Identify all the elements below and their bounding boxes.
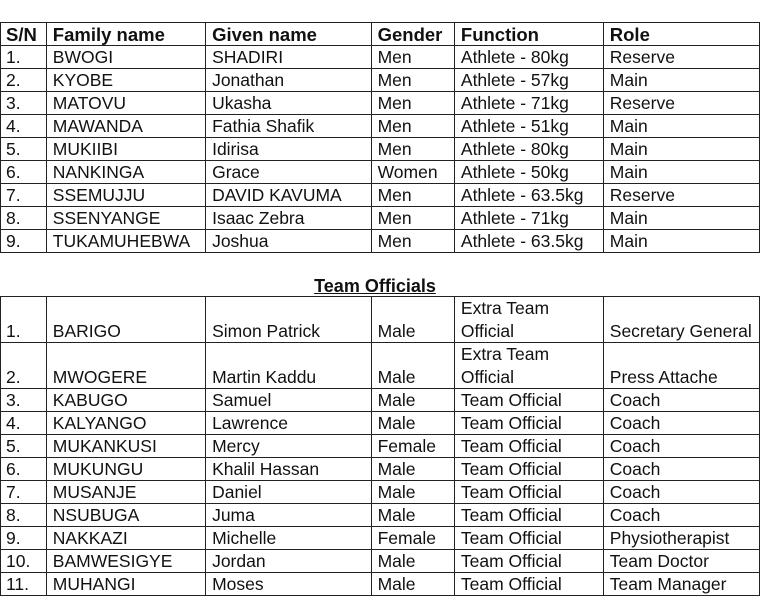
header-gender: Gender bbox=[371, 23, 454, 46]
cell-gender: Men bbox=[371, 207, 454, 230]
cell-gender: Women bbox=[371, 161, 454, 184]
cell-function: Extra Team Official bbox=[454, 297, 603, 343]
table-row bbox=[1, 389, 760, 412]
cell-gender: Female bbox=[371, 527, 454, 550]
cell-function: Team Official bbox=[454, 573, 603, 596]
cell-family-name: KYOBE bbox=[46, 69, 205, 92]
cell-family-name: KALYANGO bbox=[46, 412, 205, 435]
cell-role: Reserve bbox=[603, 46, 759, 69]
table-row bbox=[1, 115, 760, 138]
table-row bbox=[1, 184, 760, 207]
cell-role: Physiotherapist bbox=[603, 527, 759, 550]
cell-role: Coach bbox=[603, 412, 759, 435]
cell-sn: 6. bbox=[1, 458, 47, 481]
cell-family-name: SSEMUJJU bbox=[46, 184, 205, 207]
cell-gender: Men bbox=[371, 184, 454, 207]
cell-gender: Men bbox=[371, 230, 454, 253]
cell-given-name: Michelle bbox=[206, 527, 372, 550]
cell-gender: Male bbox=[371, 343, 454, 389]
cell-given-name: Grace bbox=[206, 161, 372, 184]
cell-family-name: MUSANJE bbox=[46, 481, 205, 504]
cell-role: Main bbox=[603, 69, 759, 92]
cell-function: Athlete - 71kg bbox=[454, 92, 603, 115]
cell-sn: 7. bbox=[1, 481, 47, 504]
cell-gender: Male bbox=[371, 458, 454, 481]
cell-function: Team Official bbox=[454, 504, 603, 527]
cell-given-name: Isaac Zebra bbox=[206, 207, 372, 230]
cell-role: Main bbox=[603, 138, 759, 161]
cell-role: Coach bbox=[603, 481, 759, 504]
cell-family-name: MUKIIBI bbox=[46, 138, 205, 161]
cell-gender: Male bbox=[371, 550, 454, 573]
cell-role: Main bbox=[603, 207, 759, 230]
table-row bbox=[1, 207, 760, 230]
table-row bbox=[1, 550, 760, 573]
cell-function: Team Official bbox=[454, 389, 603, 412]
cell-given-name: Mercy bbox=[206, 435, 372, 458]
cell-given-name: Juma bbox=[206, 504, 372, 527]
cell-family-name: MATOVU bbox=[46, 92, 205, 115]
cell-role: Coach bbox=[603, 389, 759, 412]
cell-family-name: MUKANKUSI bbox=[46, 435, 205, 458]
cell-sn: 3. bbox=[1, 389, 47, 412]
cell-family-name: BAMWESIGYE bbox=[46, 550, 205, 573]
table-row bbox=[1, 69, 760, 92]
cell-family-name: MAWANDA bbox=[46, 115, 205, 138]
cell-family-name: NANKINGA bbox=[46, 161, 205, 184]
cell-role: Main bbox=[603, 115, 759, 138]
cell-role: Coach bbox=[603, 435, 759, 458]
table-row bbox=[1, 435, 760, 458]
cell-role: Secretary General bbox=[603, 297, 759, 343]
cell-sn: 8. bbox=[1, 504, 47, 527]
table-row bbox=[1, 46, 760, 69]
cell-gender: Men bbox=[371, 115, 454, 138]
cell-sn: 3. bbox=[1, 92, 47, 115]
cell-role: Team Manager bbox=[603, 573, 759, 596]
cell-function: Athlete - 80kg bbox=[454, 138, 603, 161]
cell-sn: 2. bbox=[1, 343, 47, 389]
cell-sn: 9. bbox=[1, 230, 47, 253]
table-row bbox=[1, 230, 760, 253]
cell-sn: 1. bbox=[1, 46, 47, 69]
table-row bbox=[1, 573, 760, 596]
cell-role: Press Attache bbox=[603, 343, 759, 389]
header-given-name: Given name bbox=[206, 23, 372, 46]
cell-given-name: Moses bbox=[206, 573, 372, 596]
cell-function: Athlete - 57kg bbox=[454, 69, 603, 92]
cell-family-name: MUKUNGU bbox=[46, 458, 205, 481]
cell-role: Coach bbox=[603, 458, 759, 481]
header-sn: S/N bbox=[1, 23, 47, 46]
cell-function: Athlete - 50kg bbox=[454, 161, 603, 184]
cell-sn: 10. bbox=[1, 550, 47, 573]
cell-sn: 4. bbox=[1, 115, 47, 138]
cell-given-name: Jonathan bbox=[206, 69, 372, 92]
cell-sn: 1. bbox=[1, 297, 47, 343]
table-row bbox=[1, 297, 760, 343]
cell-sn: 7. bbox=[1, 184, 47, 207]
cell-function: Team Official bbox=[454, 550, 603, 573]
cell-given-name: Fathia Shafik bbox=[206, 115, 372, 138]
table-row bbox=[1, 458, 760, 481]
header-row bbox=[1, 23, 760, 46]
cell-given-name: Simon Patrick bbox=[206, 297, 372, 343]
cell-function: Team Official bbox=[454, 527, 603, 550]
cell-given-name: SHADIRI bbox=[206, 46, 372, 69]
header-role: Role bbox=[603, 23, 759, 46]
table-row bbox=[1, 527, 760, 550]
cell-family-name: NAKKAZI bbox=[46, 527, 205, 550]
table-row bbox=[1, 92, 760, 115]
cell-role: Reserve bbox=[603, 92, 759, 115]
cell-sn: 9. bbox=[1, 527, 47, 550]
cell-sn: 11. bbox=[1, 573, 47, 596]
cell-function: Team Official bbox=[454, 435, 603, 458]
cell-given-name: Martin Kaddu bbox=[206, 343, 372, 389]
table-row bbox=[1, 481, 760, 504]
cell-given-name: Samuel bbox=[206, 389, 372, 412]
cell-function: Team Official bbox=[454, 458, 603, 481]
cell-gender: Men bbox=[371, 46, 454, 69]
table-row bbox=[1, 161, 760, 184]
cell-family-name: MUHANGI bbox=[46, 573, 205, 596]
cell-function: Athlete - 63.5kg bbox=[454, 230, 603, 253]
table-row bbox=[1, 412, 760, 435]
cell-sn: 6. bbox=[1, 161, 47, 184]
cell-role: Main bbox=[603, 161, 759, 184]
cell-sn: 4. bbox=[1, 412, 47, 435]
cell-given-name: Daniel bbox=[206, 481, 372, 504]
cell-function: Athlete - 80kg bbox=[454, 46, 603, 69]
cell-given-name: Idirisa bbox=[206, 138, 372, 161]
section-heading-team-officials: Team Officials bbox=[314, 276, 436, 296]
cell-function: Team Official bbox=[454, 412, 603, 435]
cell-sn: 5. bbox=[1, 138, 47, 161]
cell-gender: Male bbox=[371, 573, 454, 596]
cell-family-name: KABUGO bbox=[46, 389, 205, 412]
cell-family-name: BWOGI bbox=[46, 46, 205, 69]
cell-sn: 2. bbox=[1, 69, 47, 92]
cell-given-name: DAVID KAVUMA bbox=[206, 184, 372, 207]
athletes-table bbox=[0, 22, 760, 253]
cell-given-name: Joshua bbox=[206, 230, 372, 253]
cell-gender: Men bbox=[371, 92, 454, 115]
cell-sn: 8. bbox=[1, 207, 47, 230]
cell-family-name: BARIGO bbox=[46, 297, 205, 343]
cell-family-name: NSUBUGA bbox=[46, 504, 205, 527]
cell-gender: Men bbox=[371, 138, 454, 161]
cell-given-name: Jordan bbox=[206, 550, 372, 573]
cell-given-name: Khalil Hassan bbox=[206, 458, 372, 481]
cell-gender: Male bbox=[371, 504, 454, 527]
cell-function: Athlete - 63.5kg bbox=[454, 184, 603, 207]
cell-sn: 5. bbox=[1, 435, 47, 458]
cell-gender: Men bbox=[371, 69, 454, 92]
cell-gender: Male bbox=[371, 297, 454, 343]
cell-role: Team Doctor bbox=[603, 550, 759, 573]
cell-given-name: Lawrence bbox=[206, 412, 372, 435]
table-row bbox=[1, 504, 760, 527]
cell-gender: Female bbox=[371, 435, 454, 458]
cell-given-name: Ukasha bbox=[206, 92, 372, 115]
header-function: Function bbox=[454, 23, 603, 46]
cell-function: Team Official bbox=[454, 481, 603, 504]
cell-family-name: TUKAMUHEBWA bbox=[46, 230, 205, 253]
cell-family-name: MWOGERE bbox=[46, 343, 205, 389]
table-row bbox=[1, 343, 760, 389]
cell-function: Athlete - 51kg bbox=[454, 115, 603, 138]
cell-family-name: SSENYANGE bbox=[46, 207, 205, 230]
officials-table bbox=[0, 296, 760, 596]
header-family-name: Family name bbox=[46, 23, 205, 46]
cell-gender: Male bbox=[371, 412, 454, 435]
cell-role: Reserve bbox=[603, 184, 759, 207]
cell-function: Athlete - 71kg bbox=[454, 207, 603, 230]
cell-role: Coach bbox=[603, 504, 759, 527]
cell-role: Main bbox=[603, 230, 759, 253]
cell-function: Extra Team Official bbox=[454, 343, 603, 389]
cell-gender: Male bbox=[371, 481, 454, 504]
cell-gender: Male bbox=[371, 389, 454, 412]
table-row bbox=[1, 138, 760, 161]
